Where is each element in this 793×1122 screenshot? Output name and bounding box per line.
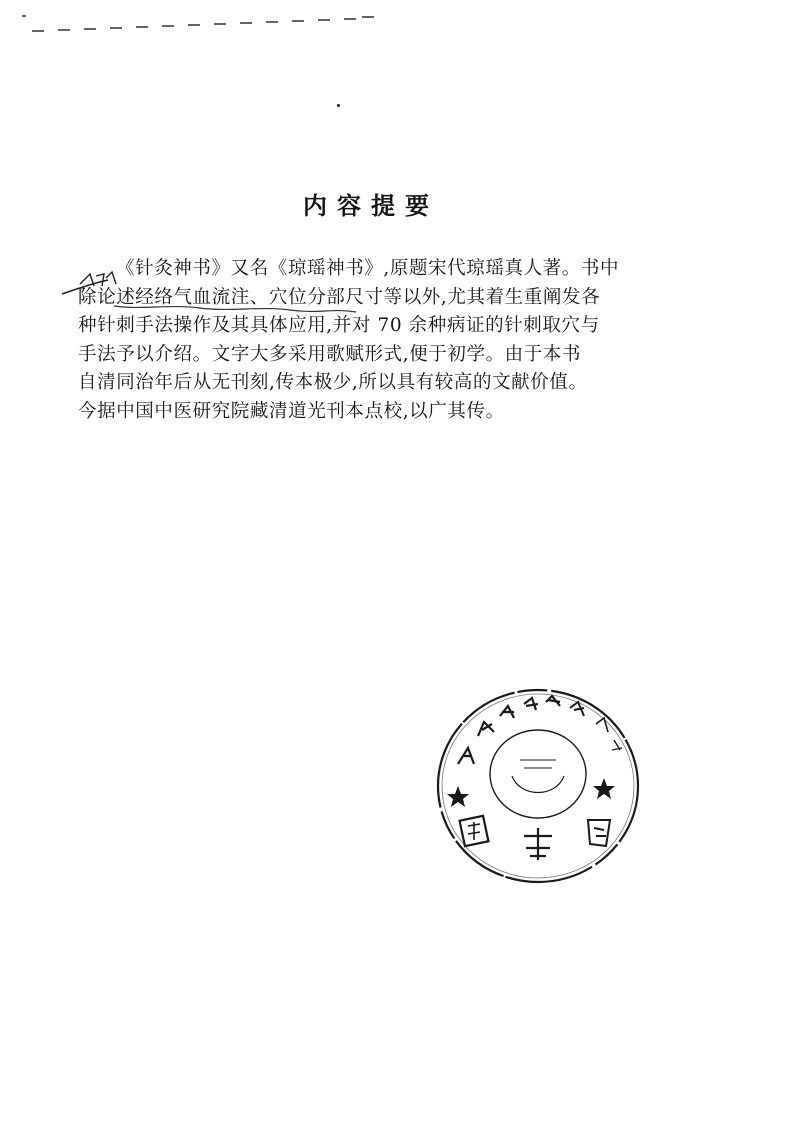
page-title: 内容提要 [303,192,439,221]
summary-line: 手法予以介绍。文字大多采用歌赋形式,便于初学。由于本书 [78,343,582,365]
summary-line: 自清同治年后从无刊刻,传本极少,所以具有较高的文献价值。 [78,372,588,393]
summary-line: 除论述经络气血流注、穴位分部尺寸等以外,尤其着生重阐发各 [78,286,601,308]
summary-line: 今据中国中医研究院藏清道光刊本点校,以广其传。 [78,400,505,422]
summary-paragraph [78,255,668,426]
top-dashed-rule [22,10,374,34]
summary-line: 种针刺手法操作及其具体应用,并对 70 余种病证的针刺取穴与 [78,315,600,336]
speck-mark [337,104,340,107]
summary-line: 《针灸神书》又名《琼瑶神书》,原题宋代琼瑶真人著。书中 [116,258,620,279]
library-seal-stamp [428,678,646,890]
